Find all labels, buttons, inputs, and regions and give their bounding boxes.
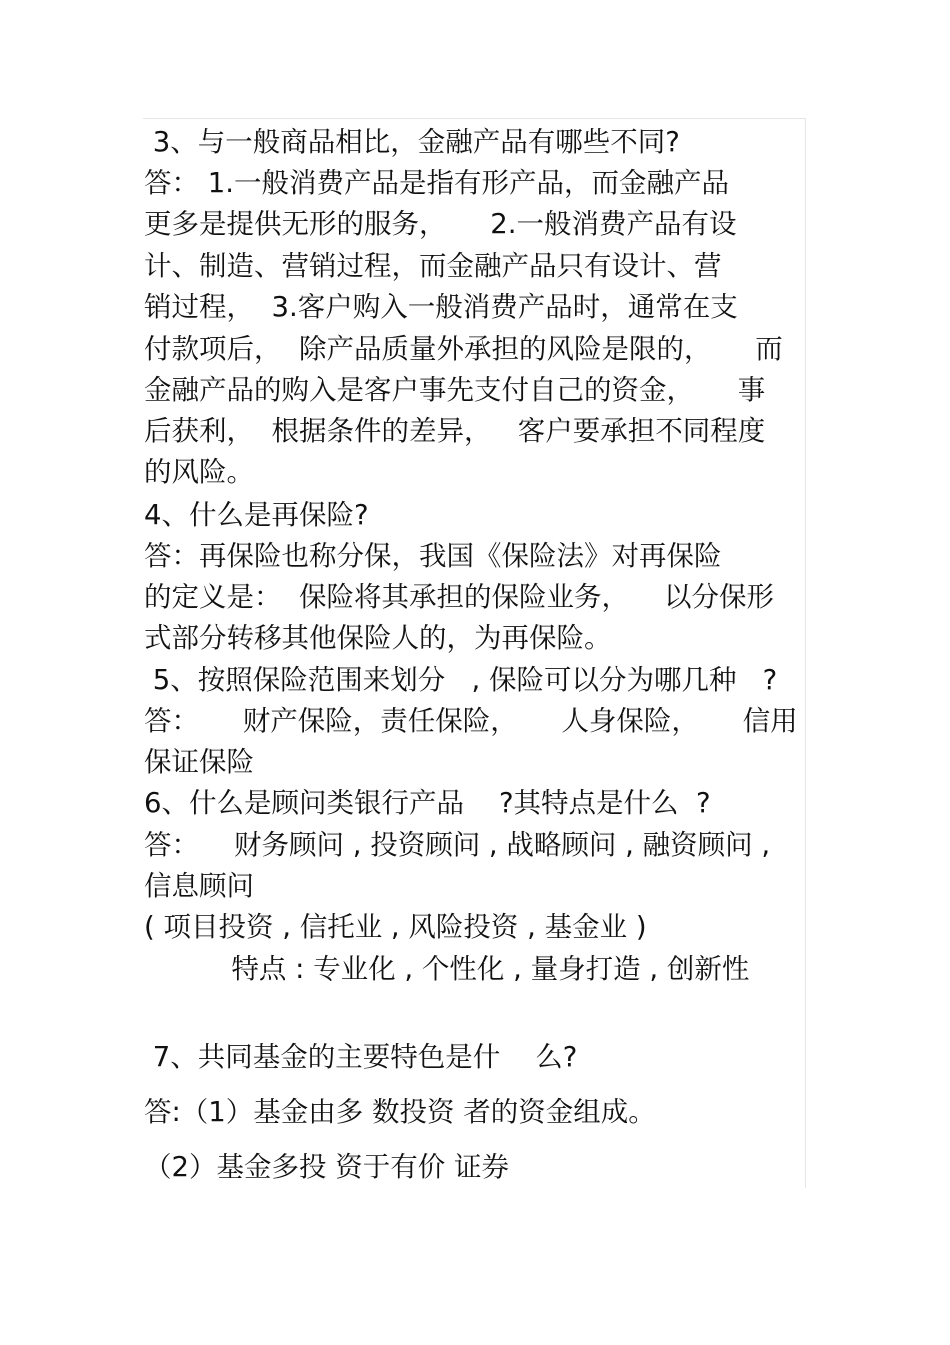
q6-features: 特点 : 专业化 , 个性化 , 量身打造 , 创新性	[144, 953, 750, 985]
q3-answer-line-6: 金融产品的购入是客户事先支付自己的资金， 事	[144, 374, 766, 406]
q6-title: 6、什么是顾问类银行产品 ?其特点是什么 ?	[144, 787, 711, 819]
q7-answer-line-1: 答:（1）基金由多 数投资 者的资金组成。	[144, 1096, 656, 1128]
q5-answer-line-2: 保证保险	[144, 746, 254, 778]
q4-answer-line-3: 式部分转移其他保险人的，为再保险。	[144, 622, 612, 654]
q6-answer-line-1: 答： 财务顾问 , 投资顾问 , 战略顾问 , 融资顾问 ,	[144, 829, 771, 861]
q3-answer-line-8: 的风险。	[144, 456, 254, 488]
q5-title: 5、按照保险范围来划分 , 保险可以分为哪几种 ?	[144, 664, 778, 696]
q3-answer-line-4: 销过程， 3.客户购入一般消费产品时，通常在支	[144, 291, 738, 323]
q4-answer-line-2: 的定义是： 保险将其承担的保险业务， 以分保形	[144, 581, 774, 613]
q7-answer-line-2: （2）基金多投 资于有价 证券	[144, 1151, 509, 1183]
q5-answer-line-1: 答： 财产保险，责任保险， 人身保险， 信用	[144, 705, 798, 737]
q4-title: 4、什么是再保险?	[144, 499, 369, 531]
q3-answer-line-7: 后获利， 根据条件的差异， 客户要承担不同程度	[144, 415, 766, 447]
q6-answer-line-3: ( 项目投资 , 信托业 , 风险投资 , 基金业 )	[144, 911, 647, 943]
q7-title: 7、共同基金的主要特色是什 么?	[144, 1041, 578, 1073]
q3-answer-line-2: 更多是提供无形的服务， 2.一般消费产品有设	[144, 208, 737, 240]
q3-title: 3、与一般商品相比，金融产品有哪些不同?	[144, 126, 680, 158]
q3-answer-line-5: 付款项后， 除产品质量外承担的风险是限的， 而	[144, 333, 783, 365]
q3-answer-line-3: 计、制造、营销过程，而金融产品只有设计、营	[144, 250, 722, 282]
q4-answer-line-1: 答：再保险也称分保，我国《保险法》对再保险	[144, 540, 722, 572]
q6-answer-line-2: 信息顾问	[144, 870, 254, 902]
q3-answer-line-1: 答： 1.一般消费产品是指有形产品，而金融产品	[144, 167, 729, 199]
